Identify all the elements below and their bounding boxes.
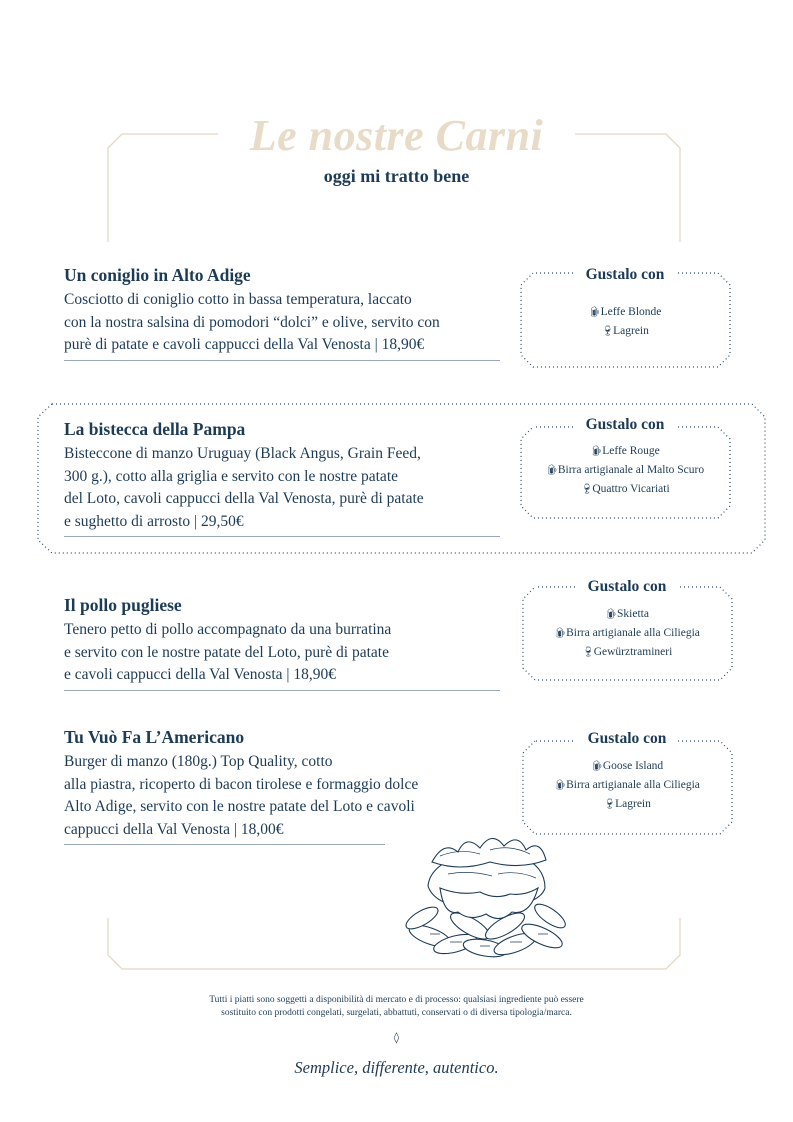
pairing-item [521, 480, 729, 499]
pairing-item-label: Leffe Blonde [600, 306, 662, 318]
pairing-heading: Gustalo con [585, 266, 665, 283]
pairing-item [523, 795, 731, 814]
pairing-box [521, 416, 729, 499]
dish-description-line: con la nostra salsina di pomodori “dolci” e olive, servito con [64, 313, 440, 331]
dish-description-line: Burger di manzo (180g.) Top Quality, cotto [64, 753, 333, 770]
pairing-item-label: Lagrein [613, 325, 649, 337]
disclaimer-line: Tutti i piatti sono soggetti a disponibilità di mercato e di processo: qualsiasi ingrediente può essere [209, 995, 584, 1005]
beer-mug-icon: 🍺︎ [545, 465, 559, 476]
pairing-item-label: Birra artigianale alla Ciliegia [566, 627, 700, 639]
dish-title: Tu Vuò Fa L’Americano [64, 727, 245, 747]
wine-glass-icon: 🍷︎ [603, 799, 616, 810]
slogan: Semplice, differente, autentico. [294, 1058, 499, 1077]
pairing-list [525, 303, 725, 341]
pairing-item [523, 776, 731, 795]
beer-mug-icon: 🍺︎ [590, 761, 604, 772]
wine-glass-icon: 🍷︎ [581, 647, 595, 658]
pairing-item-label: Leffe Rouge [602, 445, 660, 457]
dish-description-line: 300 g.), cotto alla griglia e servito con le nostre patate [64, 467, 398, 485]
pairing-item-label: Birra artigianale al Malto Scuro [557, 464, 705, 476]
pairing-box [523, 578, 731, 662]
pairing-item [521, 461, 729, 480]
beer-mug-icon: 🍺︎ [554, 628, 567, 639]
pairing-heading: Gustalo con [587, 730, 667, 747]
pairing-item-label: Quattro Vicariati [592, 483, 670, 495]
pairing-heading: Gustalo con [585, 416, 665, 433]
diamond-ornament-icon: ◊ [393, 1031, 400, 1044]
pairing-list [521, 442, 729, 499]
burger-illustration [400, 826, 570, 966]
dish-description-line: purè di patate e cavoli cappucci della Val Venosta | 18,90€ [64, 336, 425, 353]
pairing-item [525, 303, 725, 322]
dish-description-line: e servito con le nostre patate del Loto, purè di patate [64, 643, 389, 661]
page-subtitle: oggi mi tratto bene [323, 166, 470, 186]
pairing-item [521, 442, 729, 461]
disclaimer-note [150, 994, 643, 1020]
dish-description-line: cappucci della Val Venosta | 18,00€ [64, 820, 284, 838]
wine-glass-icon: 🍷︎ [580, 484, 594, 495]
dish-title: Il pollo pugliese [64, 595, 182, 615]
dish-description-line: del Loto, cavoli cappucci della Val Venosta, purè di patate [64, 490, 424, 507]
dish-description-line: Alto Adige, servito con le nostre patate del Loto e cavoli [64, 798, 415, 815]
dish-description-line: Tenero petto di pollo accompagnato da una burratina [64, 621, 392, 638]
beer-mug-icon: 🍺︎ [605, 609, 618, 620]
pairing-item-label: Birra artigianale alla Ciliegia [566, 779, 700, 791]
pairing-item [523, 757, 731, 776]
beer-mug-icon: 🍺︎ [554, 780, 567, 791]
pairing-list [523, 757, 731, 814]
pairing-heading: Gustalo con [587, 578, 667, 595]
dish-title: Un coniglio in Alto Adige [64, 265, 251, 285]
pairing-item [525, 322, 725, 341]
pairing-item [523, 624, 731, 643]
beer-mug-icon: 🍺︎ [590, 446, 603, 457]
beer-mug-icon: 🍺︎ [588, 307, 602, 318]
dish-description-line: Bisteccone di manzo Uruguay (Black Angus, Grain Feed, [64, 445, 421, 462]
wine-glass-icon: 🍷︎ [601, 326, 614, 337]
pairing-item-label: Lagrein [615, 798, 651, 810]
pairing-item-label: Gewürztramineri [593, 646, 673, 658]
pairing-item-label: Skietta [617, 608, 649, 620]
pairing-box [523, 730, 731, 814]
dish-description-line: e sughetto di arrosto | 29,50€ [64, 512, 244, 530]
pairing-item-label: Goose Island [602, 760, 664, 772]
dish-description-line: Cosciotto di coniglio cotto in bassa temperatura, laccato [64, 291, 412, 308]
dish-description-line: e cavoli cappucci della Val Venosta | 18,90€ [64, 666, 336, 683]
page-title: Le nostre Carni [249, 111, 544, 160]
pairing-list [523, 605, 731, 662]
disclaimer-line: sostituito con prodotti congelati, surgelati, abbattuti, conservati o di diversa tipologia/marca. [221, 1008, 572, 1018]
pairing-box [525, 266, 725, 341]
pairing-item [523, 643, 731, 662]
pairing-item [523, 605, 731, 624]
dish-title: La bistecca della Pampa [64, 419, 246, 439]
dish-description-line: alla piastra, ricoperto di bacon tirolese e formaggio dolce [64, 775, 419, 793]
